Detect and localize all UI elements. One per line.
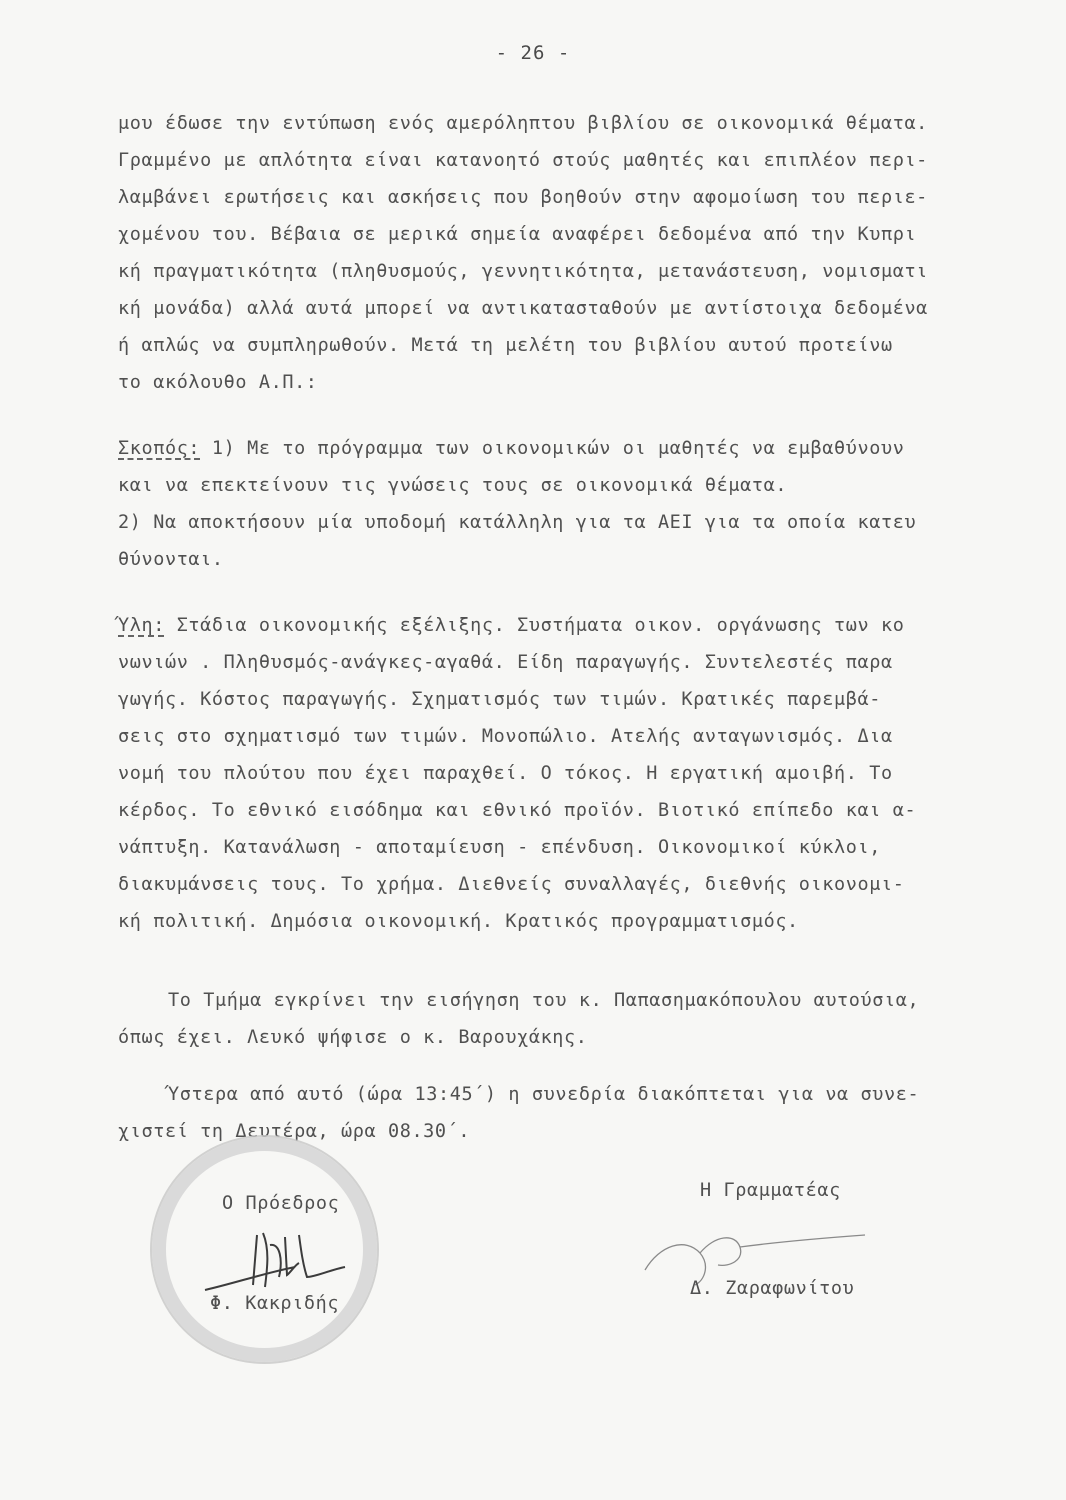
yli-line-1 [118,615,904,636]
body-line: μου έδωσε την εντύπωση ενός αμερόληπτου βιβλίου σε οικονομικά θέματα. [118,113,928,134]
yli-label: Ύλη: [118,615,165,636]
yli-line: σεις στο σχηματισμό των τιμών. Μονοπώλιο. Ατελής ανταγωνισμός. Δια [118,726,893,747]
body-line: λαμβάνει ερωτήσεις και ασκήσεις που βοηθούν στην αφομοίωση του περιε- [118,187,928,208]
page-number: - 26 - [495,42,571,64]
skopos-line-2: και να επεκτείνουν τις γνώσεις τους σε οικονομικά θέματα. [118,475,788,496]
skopos-line-1 [118,438,904,459]
skopos-line-4: θύνονται. [118,549,224,570]
president-title: Ο Πρόεδρος [222,1193,340,1214]
body-line: χομένου του. Βέβαια σε μερικά σημεία αναφέρει δεδομένα από την Κυπρι [118,224,917,245]
closing-line: όπως έχει. Λευκό ψήφισε ο κ. Βαρουχάκης. [118,1027,588,1048]
secretary-title: Η Γραμματέας [700,1180,841,1201]
body-line: κή μονάδα) αλλά αυτά μπορεί να αντικατασταθούν με αντίστοιχα δεδομένα [118,298,928,319]
yli-line: νάπτυξη. Κατανάλωση - αποταμίευση - επένδυση. Οικονομικοί κύκλοι, [118,837,881,858]
skopos-label: Σκοπός: [118,438,201,459]
body-line: ή απλώς να συμπληρωθούν. Μετά τη μελέτη του βιβλίου αυτού προτείνω [118,335,893,356]
yli-line: κή πολιτική. Δημόσια οικονομική. Κρατικός προγραμματισμός. [118,911,799,932]
body-line: κή πραγματικότητα (πληθυσμούς, γεννητικότητα, μετανάστευση, νομισματι [118,261,928,282]
yli-line: κέρδος. Το εθνικό εισόδημα και εθνικό προϊόν. Βιοτικό επίπεδο και α- [118,800,917,821]
yli-text: Στάδια οικονομικής εξέλιξης. Συστήματα οικον. οργάνωσης των κο [164,615,905,636]
yli-line: νομή του πλούτου που έχει παραχθεί. Ο τόκος. Η εργατική αμοιβή. Το [118,763,893,784]
closing-line: Ύστερα από αυτό (ώρα 13:45΄) η συνεδρία διακόπτεται για να συνε- [168,1084,920,1105]
secretary-name: Δ. Ζαραφωνίτου [690,1278,855,1299]
skopos-text: 1) Με το πρόγραμμα των οικονομικών οι μαθητές να εμβαθύνουν [200,438,905,459]
yli-line: γωγής. Κόστος παραγωγής. Σχηματισμός των τιμών. Κρατικές παρεμβά- [118,689,881,710]
president-name: Φ. Κακριδής [210,1293,340,1314]
closing-line: Το Τμήμα εγκρίνει την εισήγηση του κ. Παπασημακόπουλου αυτούσια, [168,990,920,1011]
skopos-line-3: 2) Να αποκτήσουν μία υποδομή κατάλληλη για τα ΑΕΙ για τα οποία κατευ [118,512,917,533]
body-line: Γραμμένο με απλότητα είναι κατανοητό στούς μαθητές και επιπλέον περι- [118,150,928,171]
yli-line: νωνιών . Πληθυσμός-ανάγκες-αγαθά. Είδη παραγωγής. Συντελεστές παρα [118,652,893,673]
yli-line: διακυμάνσεις τους. Το χρήμα. Διεθνείς συναλλαγές, διεθνής οικονομι- [118,874,905,895]
president-signature [195,1215,375,1305]
body-line: το ακόλουθο Α.Π.: [118,372,318,393]
closing-line: χιστεί τη Δευτέρα, ώρα 08.30΄. [118,1121,471,1142]
